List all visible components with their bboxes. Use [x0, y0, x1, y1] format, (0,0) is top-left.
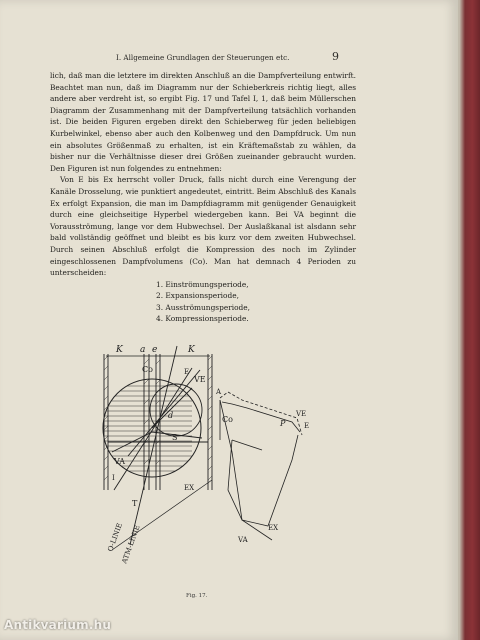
label-ex-right: EX	[268, 524, 279, 532]
label-e-right: E	[304, 422, 310, 430]
label-p: P	[280, 419, 286, 428]
label-k-left: K	[116, 345, 123, 355]
page-number: 9	[332, 50, 339, 63]
paragraph-1: lich, daß man die letztere im direkten Anschluß an die Dampfverteilung entwirft. Beachtet man nun, daß im Diagramm nur der Schieberkreis richtig liegt, alles andere aber verdreht ist, so ergibt Fig. 17 und Tafel I, 1, daß beim Müllerschen Diagramm der Zusammenhang mit der Dampfverteilung tatsächlich vorhanden ist. Die beiden Figuren ergeben direkt den Schieberweg für jeden beliebigen Kurbelwinkel, ebenso aber auch den Kolbenweg und den Dampfdruck. Um nun ein absolutes Größenmaß zu erhalten, ist ein Kräftemaßstab zu wählen, da bisher nur die Verhältnisse dieser drei Größen zueinander gebraucht wurden. Den Figuren ist nun folgendes zu entnehmen:	[50, 71, 356, 173]
label-va: VA	[114, 457, 126, 466]
label-s: S	[172, 433, 178, 442]
label-ve: VE	[194, 375, 206, 384]
period-item: 1. Einströmungsperiode,	[156, 279, 249, 289]
watermark-text: Antikvarium.hu	[4, 618, 112, 632]
body-text	[50, 70, 356, 324]
label-k-right: K	[188, 345, 195, 355]
label-a: a	[140, 345, 146, 355]
label-atm-linie: ATM-LINIE	[120, 524, 142, 565]
label-d: d	[168, 411, 174, 420]
label-co-right: Co	[222, 415, 233, 424]
label-o-linie: O-LINIE	[106, 521, 125, 553]
label-e-mark: E	[184, 368, 190, 376]
diagonal-lines	[108, 346, 208, 545]
periods-list	[50, 279, 356, 325]
atm-line	[112, 480, 212, 550]
figure-caption: Fig. 17.	[186, 593, 208, 599]
label-ex: EX	[184, 484, 195, 492]
figure-17-diagram	[92, 340, 348, 570]
valve-diagram-svg	[92, 340, 348, 570]
label-ve-right: VE	[296, 410, 307, 418]
label-one: I	[112, 474, 115, 482]
label-va-right: VA	[238, 536, 248, 544]
running-title: I. Allgemeine Grundlagen der Steuerungen etc.	[116, 53, 290, 62]
book-spine	[455, 0, 480, 640]
label-point-a: A	[216, 388, 222, 396]
period-item: 3. Ausströmungsperiode,	[156, 302, 250, 312]
label-t: T	[132, 499, 138, 508]
paragraph-2: Von E bis Ex herrscht voller Druck, falls nicht durch eine Verengung der Kanäle Drosselung, wie punktiert angedeutet, eintritt. Beim Abschluß des Kanals Ex erfolgt Expansion, die man im Dampfdiagramm mit genügender Genauigkeit durch eine gleichseitige Hyperbel wiedergeben kann. Bei VA beginnt die Vorausströmung, lange vor dem Hubwechsel. Der Auslaßkanal ist alsdann sehr bald vollständig geöffnet und bleibt es bis kurz vor dem zweiten Hubwechsel. Durch seinen Abschluß erfolgt die Kompression des noch im Zylinder eingeschlossenen Dampfvolumens (Co). Man hat demnach 4 Perioden zu unterscheiden:	[50, 175, 356, 278]
label-co-top: Co	[142, 365, 153, 374]
period-item: 4. Kompressionsperiode.	[156, 313, 249, 323]
period-item: 2. Expansionsperiode,	[156, 291, 239, 301]
label-e: e	[152, 345, 158, 355]
